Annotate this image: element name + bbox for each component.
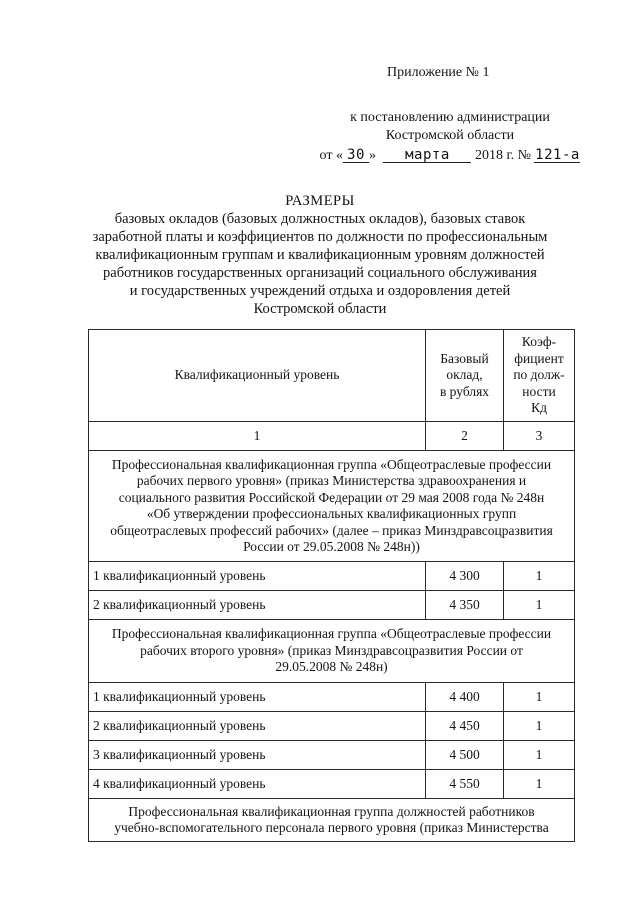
group-row <box>89 799 575 842</box>
group-line: рабочих второго уровня» (приказ Минздравсоцразвития России от <box>140 642 523 658</box>
coef-cell: 1 <box>504 741 575 770</box>
coef-cell: 1 <box>504 712 575 741</box>
decree-line-1: к постановлению администрации <box>350 110 550 125</box>
column-number: 2 <box>426 422 504 451</box>
header-coef-line: по долж- <box>513 367 565 383</box>
title-line: квалификационным группам и квалификационным уровням должностей <box>95 247 545 263</box>
group-line: «Об утверждении профессиональных квалификационных групп <box>146 506 517 521</box>
table-row <box>89 712 575 741</box>
decree-number: 121-а <box>535 147 580 163</box>
decree-line-2: Костромской области <box>385 128 515 143</box>
date-prefix: от « <box>319 148 343 163</box>
group-line: России от 29.05.2008 № 248н)) <box>243 539 420 554</box>
group-line: социального развития Российской Федерации от 29 мая 2008 года № 248н <box>118 489 545 505</box>
header-salary <box>426 330 504 422</box>
salary-cell: 4 350 <box>426 591 504 620</box>
title-line: заработной платы и коэффициентов по должности по профессиональным <box>92 229 548 245</box>
table-row <box>89 683 575 712</box>
coef-cell: 1 <box>504 562 575 591</box>
table-row <box>89 741 575 770</box>
coef-cell: 1 <box>504 683 575 712</box>
header-coef-line: фициент <box>514 350 564 366</box>
salary-cell: 4 300 <box>426 562 504 591</box>
group-line: рабочих первого уровня» (приказ Министерства здравоохранения и <box>136 473 527 488</box>
table-row <box>89 770 575 799</box>
group-row <box>89 451 575 562</box>
title-line: и государственных учреждений отдыха и оздоровления детей <box>129 283 511 299</box>
date-month: марта <box>383 148 471 163</box>
salary-cell: 4 550 <box>426 770 504 799</box>
title-line: базовых окладов (базовых должностных окладов), базовых ставок <box>114 211 526 227</box>
group-line: Профессиональная квалификационная группа «Общеотраслевые профессии <box>111 626 552 642</box>
group-line: общеотраслевых профессий рабочих» (далее – приказ Минздравсоцразвития <box>110 522 553 538</box>
group-line: учебно-вспомогательного персонала первого уровня (приказ Министерства <box>114 820 549 835</box>
group-description <box>89 451 575 562</box>
salary-cell: 4 400 <box>426 683 504 712</box>
salary-cell: 4 450 <box>426 712 504 741</box>
header-salary-line: Базовый <box>440 350 489 366</box>
salary-table <box>88 329 575 842</box>
header-coef-line: ности <box>522 383 556 399</box>
header-salary-line: в рублях <box>439 383 490 399</box>
date-year-no: 2018 г. № <box>474 148 531 163</box>
level-cell: 4 квалификационный уровень <box>89 770 426 799</box>
column-number: 1 <box>89 422 426 451</box>
table-row <box>89 591 575 620</box>
title-line: Костромской области <box>253 301 387 317</box>
title-heading: РАЗМЕРЫ <box>285 193 355 209</box>
decree-reference <box>300 109 600 165</box>
header-salary-line: оклад, <box>446 367 483 383</box>
header-coef <box>504 330 575 422</box>
header-level: Квалификационный уровень <box>89 330 426 422</box>
group-line: Профессиональная квалификационная группа должностей работников <box>128 803 535 819</box>
salary-cell: 4 500 <box>426 741 504 770</box>
level-cell: 2 квалификационный уровень <box>89 712 426 741</box>
column-number: 3 <box>504 422 575 451</box>
group-description <box>89 799 575 842</box>
document-title <box>60 192 580 318</box>
level-cell: 3 квалификационный уровень <box>89 741 426 770</box>
header-coef-line: Кд <box>531 400 547 416</box>
column-number-row <box>89 422 575 451</box>
level-cell: 1 квалификационный уровень <box>89 683 426 712</box>
table-row <box>89 562 575 591</box>
group-description <box>89 620 575 683</box>
header-coef-line: Коэф- <box>521 334 557 350</box>
level-cell: 1 квалификационный уровень <box>89 562 426 591</box>
date-day: 30 <box>343 148 369 163</box>
group-row <box>89 620 575 683</box>
group-line: Профессиональная квалификационная группа «Общеотраслевые профессии <box>111 456 552 472</box>
level-cell: 2 квалификационный уровень <box>89 591 426 620</box>
coef-cell: 1 <box>504 591 575 620</box>
title-line: работников государственных организаций социального обслуживания <box>103 265 537 281</box>
group-line: 29.05.2008 № 248н) <box>275 659 388 675</box>
table-header-row <box>89 330 575 422</box>
date-sep: » <box>368 148 376 163</box>
decree-date-line <box>300 147 600 165</box>
coef-cell: 1 <box>504 770 575 799</box>
appendix-label: Приложение № 1 <box>387 65 490 80</box>
